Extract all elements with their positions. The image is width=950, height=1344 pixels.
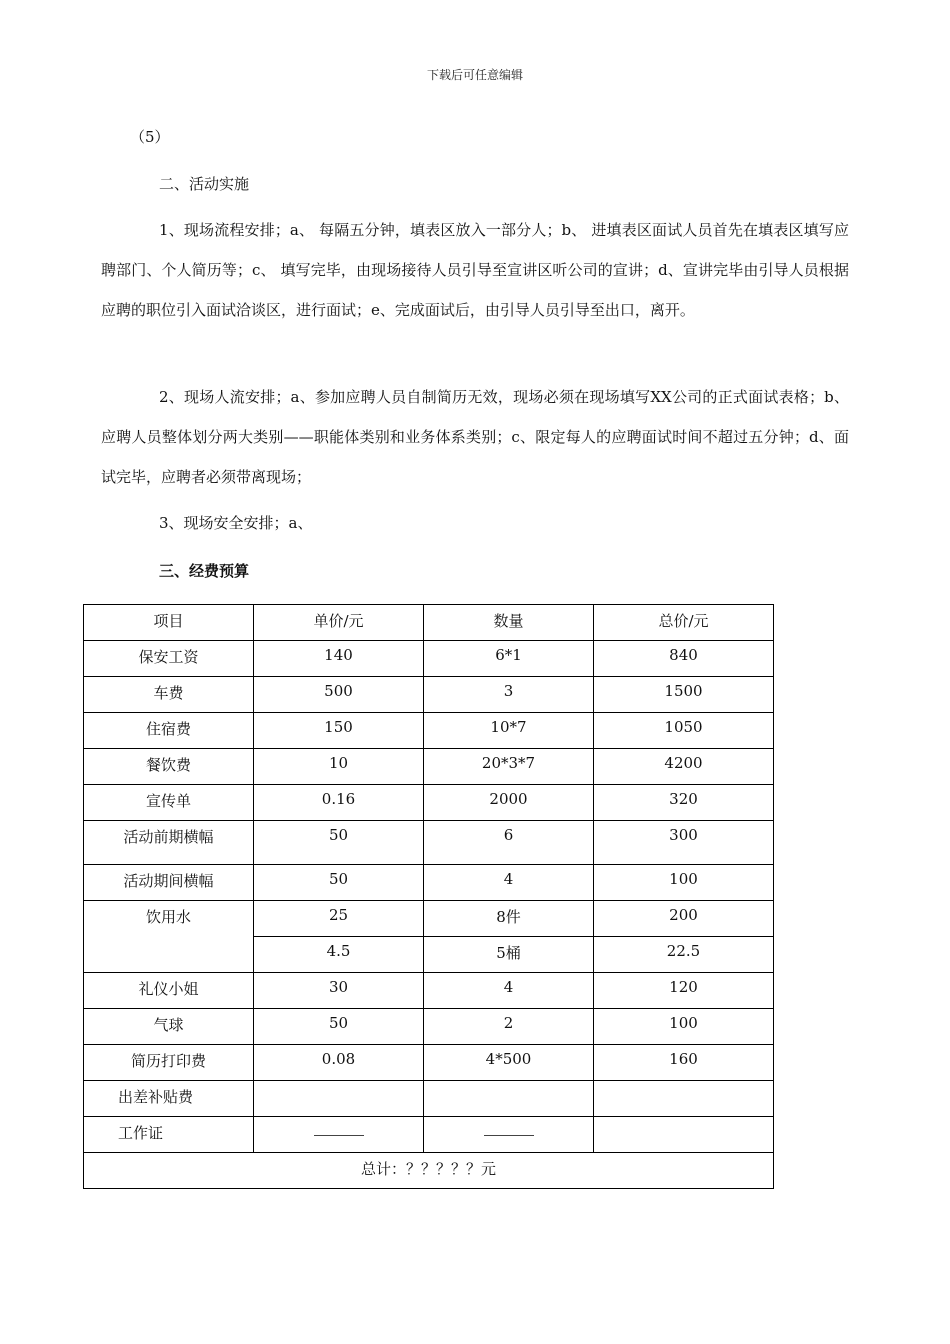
budget-table [83,604,774,1189]
total-price-cell: 1050 [594,713,774,749]
total-price-cell [594,1081,774,1117]
total-price-cell: 100 [594,865,774,901]
quantity-cell: 4 [424,973,594,1009]
table-row [84,865,774,901]
table-row [84,973,774,1009]
quantity-cell [424,1081,594,1117]
item-cell: 活动前期横幅 [84,821,254,865]
table-row [84,821,774,865]
quantity-cell: 2 [424,1009,594,1045]
total-price-cell: 120 [594,973,774,1009]
quantity-cell: 4 [424,865,594,901]
total-price-cell: 100 [594,1009,774,1045]
table-row [84,713,774,749]
header-cell: 数量 [424,605,594,641]
unit-price-cell: 10 [254,749,424,785]
table-row [84,785,774,821]
unit-price-cell: 50 [254,821,424,865]
paragraph-safety: 3、现场安全安排；a、 [159,514,313,532]
quantity-cell: 6*1 [424,641,594,677]
unit-price-cell: 50 [254,1009,424,1045]
table-row [84,1009,774,1045]
item-cell: 宣传单 [84,785,254,821]
item-cell: 饮用水 [84,901,254,973]
table-header-row [84,605,774,641]
blank-line [314,1123,364,1136]
total-price-cell: 200 [594,901,774,937]
table-row [84,1081,774,1117]
item-cell: 车费 [84,677,254,713]
quantity-cell: 2000 [424,785,594,821]
item-cell: 出差补贴费 [84,1081,254,1117]
total-cell: 总计：？？？？？元 [84,1153,774,1189]
quantity-cell: 8件 [424,901,594,937]
unit-price-cell: 150 [254,713,424,749]
paragraph-flow: 1、现场流程安排；a、 每隔五分钟，填表区放入一部分人；b、 进填表区面试人员首先在填表区填写应聘部门、个人简历等；c、 填写完毕，由现场接待人员引导至宣讲区听公司的宣讲；d、宣讲完毕由引导人员根据应聘的职位引入面试洽谈区，进行面试；e、完成面试后，由引导人员引导至出口，离开。 [101,221,849,319]
unit-price-cell: 140 [254,641,424,677]
table-row [84,641,774,677]
total-price-cell: 22.5 [594,937,774,973]
header-cell: 总价/元 [594,605,774,641]
table-total-row [84,1153,774,1189]
unit-price-cell: 0.16 [254,785,424,821]
table-row [84,1117,774,1153]
item-cell: 简历打印费 [84,1045,254,1081]
unit-price-cell [254,1117,424,1153]
item-cell: 工作证 [84,1117,254,1153]
paragraph-crowd: 2、现场人流安排；a、参加应聘人员自制简历无效，现场必须在现场填写XX公司的正式面试表格；b、应聘人员整体划分两大类别——职能体类别和业务体系类别；c、限定每人的应聘面试时间不超过五分钟；d、面试完毕，应聘者必须带离现场； [101,388,849,486]
page-header: 下载后可任意编辑 [426,68,523,82]
total-price-cell: 320 [594,785,774,821]
total-price-cell: 840 [594,641,774,677]
item-cell: 住宿费 [84,713,254,749]
unit-price-cell: 4.5 [254,937,424,973]
unit-price-cell [254,1081,424,1117]
unit-price-cell: 25 [254,901,424,937]
item-cell: 活动期间横幅 [84,865,254,901]
table-row [84,677,774,713]
total-price-cell: 1500 [594,677,774,713]
section-title-budget: 三、经费预算 [159,562,250,580]
item-cell: 保安工资 [84,641,254,677]
quantity-cell: 20*3*7 [424,749,594,785]
quantity-cell: 6 [424,821,594,865]
total-price-cell [594,1117,774,1153]
quantity-cell: 10*7 [424,713,594,749]
unit-price-cell: 500 [254,677,424,713]
quantity-cell: 3 [424,677,594,713]
table-row [84,749,774,785]
item-cell: 餐饮费 [84,749,254,785]
quantity-cell: 5桶 [424,937,594,973]
table-row [84,1045,774,1081]
header-cell: 项目 [84,605,254,641]
unit-price-cell: 50 [254,865,424,901]
item-cell: 气球 [84,1009,254,1045]
table-row [84,901,774,937]
item-cell: 礼仪小姐 [84,973,254,1009]
blank-line [484,1123,534,1136]
total-price-cell: 300 [594,821,774,865]
total-price-cell: 160 [594,1045,774,1081]
header-cell: 单价/元 [254,605,424,641]
unit-price-cell: 0.08 [254,1045,424,1081]
quantity-cell: 4*500 [424,1045,594,1081]
total-price-cell: 4200 [594,749,774,785]
quantity-cell [424,1117,594,1153]
unit-price-cell: 30 [254,973,424,1009]
section-title-activity: 二、活动实施 [159,175,250,193]
item-number: （5） [130,128,170,146]
